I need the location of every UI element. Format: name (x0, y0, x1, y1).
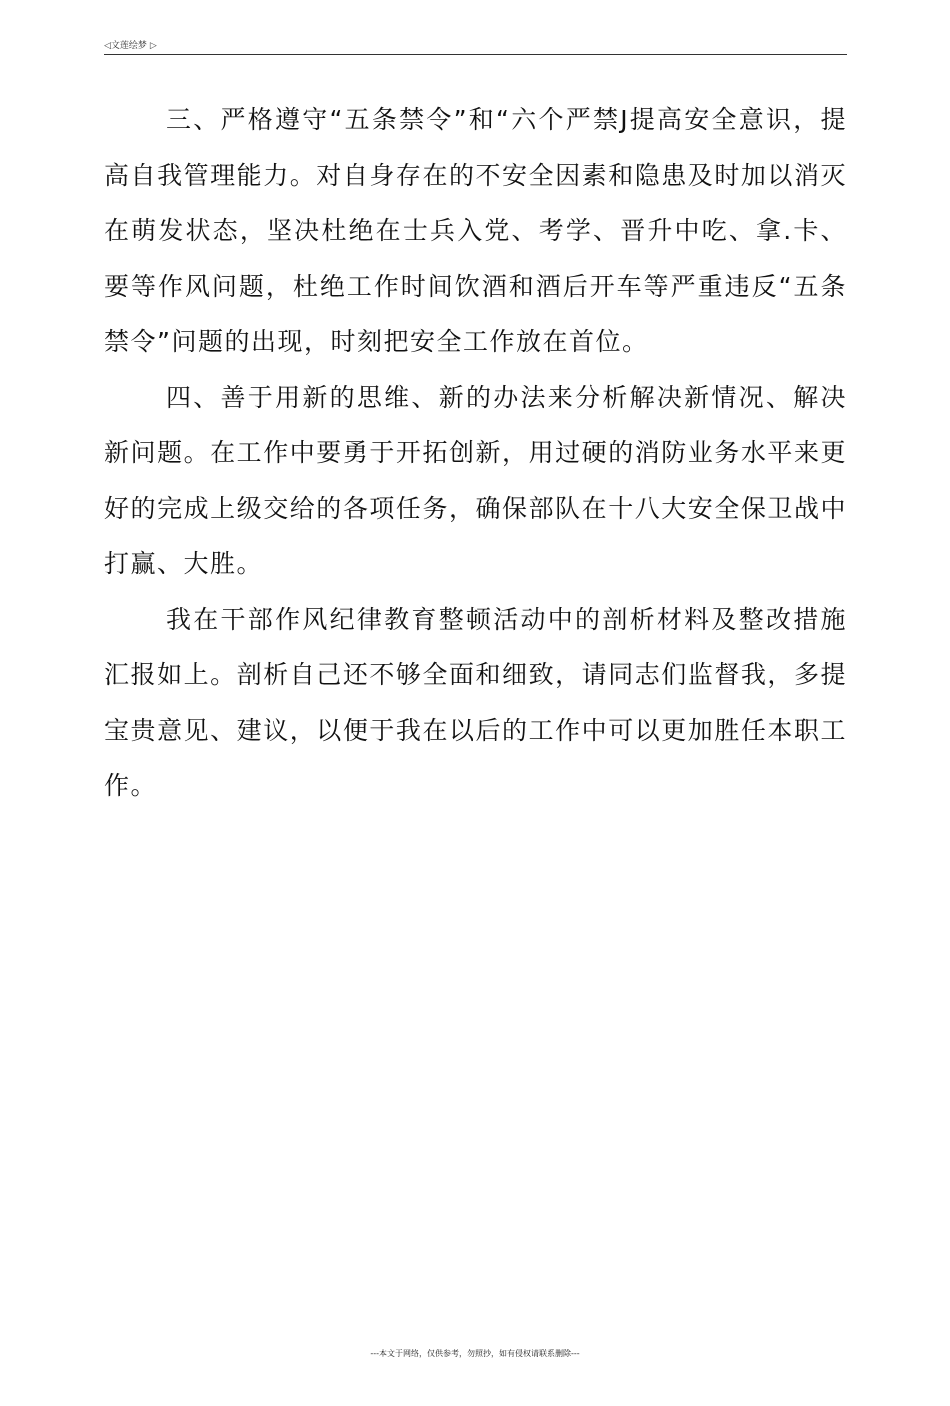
page-header (104, 40, 847, 55)
paragraph-three: 三、严格遵守“五条禁令”和“六个严禁J提高安全意识，提高自我管理能力。对自身存在的不安全因素和隐患及时加以消灭在萌发状态，坚决杜绝在士兵入党、考学、晋升中吃、拿.卡、要等作风问题，杜绝工作时间饮酒和酒后开车等严重违反“五条禁令”问题的出现，时刻把安全工作放在首位。 (104, 105, 847, 356)
header-title: 文莲绘梦 (110, 41, 147, 51)
left-triangle-icon: ◁ (104, 41, 111, 51)
paragraph-four: 四、善于用新的思维、新的办法来分析解决新情况、解决新问题。在工作中要勇于开拓创新，用过硬的消防业务水平来更好的完成上级交给的各项任务，确保部队在十八大安全保卫战中打赢、大胜。 (104, 382, 847, 578)
paragraph-closing: 我在干部作风纪律教育整顿活动中的剖析材料及整改措施汇报如上。剖析自己还不够全面和细致，请同志们监督我，多提宝贵意见、建议，以便于我在以后的工作中可以更加胜任本职工作。 (104, 604, 847, 800)
document-body (104, 92, 847, 814)
page-footer: ---本文于网络，仅供参考，勿照抄，如有侵权请联系删除--- (370, 1349, 580, 1358)
header-brand (104, 40, 157, 52)
right-triangle-icon: ▷ (149, 41, 157, 51)
